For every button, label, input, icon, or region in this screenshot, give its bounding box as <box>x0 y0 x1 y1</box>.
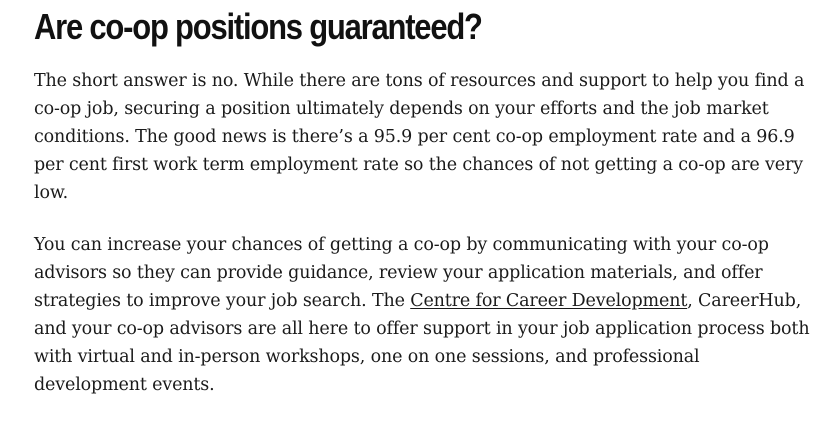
faq-answer-paragraph-2 <box>34 231 814 399</box>
centre-for-career-development-link[interactable]: Centre for Career Development <box>410 291 688 311</box>
faq-answer-paragraph-1: The short answer is no. While there are tons of resources and support to help you find a co-op job, securing a position ultimately depends on your efforts and the job market conditions. The good news is there’s a 95.9 per cent co-op employment rate and a 96.9 per cent first work term employment rate so the chances of not getting a co-op are very low. <box>34 71 805 203</box>
paragraph-2-text-before-link: You can increase your chances of getting a co-op by communicating with your co-op advisors so they can provide guidance, review your application materials, and offer strategies to improve your job search. The <box>34 235 769 311</box>
faq-section <box>34 4 814 399</box>
faq-heading: Are co-op positions guaranteed? <box>34 6 482 47</box>
paragraph-2-text-after-link: , CareerHub, and your co-op advisors are all here to offer support in your job application process both with virtual and in-person workshops, one on one sessions, and professional development events. <box>34 291 810 395</box>
